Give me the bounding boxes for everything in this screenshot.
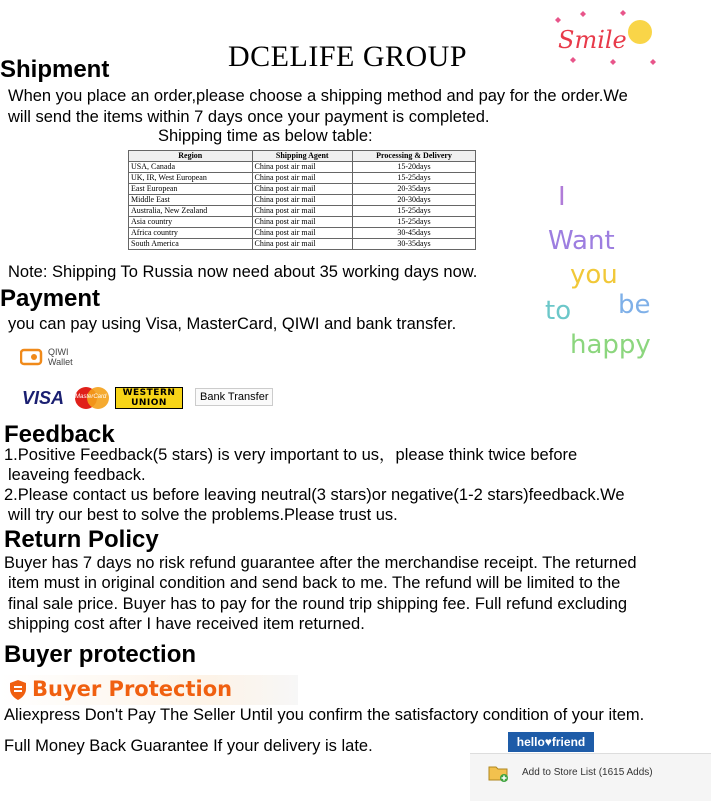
payment-heading: Payment bbox=[0, 285, 101, 312]
smile-logo bbox=[550, 10, 670, 65]
return-policy-text: shipping cost after I have received item returned. bbox=[8, 615, 365, 633]
table-cell: USA, Canada bbox=[129, 162, 253, 173]
decor-word: to bbox=[545, 296, 572, 326]
decor-word: you bbox=[570, 260, 618, 290]
folder-add-icon[interactable] bbox=[488, 763, 510, 783]
table-cell: East European bbox=[129, 184, 253, 195]
buyer-protection-banner-text: Buyer Protection bbox=[32, 677, 233, 701]
decor-word: Want bbox=[548, 226, 615, 256]
table-row bbox=[129, 239, 476, 250]
table-cell: China post air mail bbox=[252, 195, 353, 206]
mastercard-logo bbox=[72, 386, 112, 410]
buyer-protection-text: Aliexpress Don't Pay The Seller Until you confirm the satisfactory condition of your item. bbox=[4, 706, 645, 724]
table-cell: 15-20days bbox=[353, 162, 476, 173]
table-header-cell: Shipping Agent bbox=[252, 151, 353, 162]
table-row bbox=[129, 195, 476, 206]
table-cell: 20-35days bbox=[353, 184, 476, 195]
table-cell: China post air mail bbox=[252, 184, 353, 195]
table-cell: Australia, New Zealand bbox=[129, 206, 253, 217]
table-row bbox=[129, 173, 476, 184]
table-cell: China post air mail bbox=[252, 162, 353, 173]
feedback-text: will try our best to solve the problems.Please trust us. bbox=[8, 506, 398, 524]
qiwi-icon bbox=[20, 346, 48, 368]
shipment-text: will send the items within 7 days once your payment is completed. bbox=[8, 108, 490, 126]
decor-word: be bbox=[618, 290, 651, 320]
bank-transfer-logo: Bank Transfer bbox=[195, 388, 273, 406]
table-cell: Middle East bbox=[129, 195, 253, 206]
table-cell: Asia country bbox=[129, 217, 253, 228]
feedback-text: 2.Please contact us before leaving neutral(3 stars)or negative(1-2 stars)feedback.We bbox=[4, 486, 625, 504]
visa-logo: VISA bbox=[22, 388, 65, 408]
return-policy-text: item must in original condition and send back to me. The refund will be limited to the bbox=[8, 574, 621, 592]
table-row bbox=[129, 228, 476, 239]
western-union-logo bbox=[115, 387, 183, 409]
return-policy-heading: Return Policy bbox=[4, 526, 159, 553]
table-cell: 30-45days bbox=[353, 228, 476, 239]
return-policy-text: Buyer has 7 days no risk refund guarantee after the merchandise receipt. The returned bbox=[4, 554, 637, 572]
table-cell: China post air mail bbox=[252, 228, 353, 239]
feedback-text: 1.Positive Feedback(5 stars) is very important to us，please think twice before bbox=[4, 446, 578, 464]
shipment-heading: Shipment bbox=[0, 56, 110, 83]
table-cell: UK, IR, West European bbox=[129, 173, 253, 184]
table-cell: 15-25days bbox=[353, 206, 476, 217]
page-title: DCELIFE GROUP bbox=[228, 40, 468, 73]
return-policy-text: final sale price. Buyer has to pay for the round trip shipping fee. Full refund excluding bbox=[8, 595, 628, 613]
table-cell: 30-35days bbox=[353, 239, 476, 250]
table-header-cell: Region bbox=[129, 151, 253, 162]
table-cell: 15-25days bbox=[353, 217, 476, 228]
table-cell: China post air mail bbox=[252, 206, 353, 217]
wu-line2: UNION bbox=[131, 398, 167, 408]
wu-line1: WESTERN bbox=[122, 388, 176, 398]
feedback-text: leaveing feedback. bbox=[8, 466, 146, 484]
table-row bbox=[129, 184, 476, 195]
table-header-row bbox=[129, 151, 476, 162]
table-cell: South America bbox=[129, 239, 253, 250]
table-cell: 15-25days bbox=[353, 173, 476, 184]
buyer-protection-text: Full Money Back Guarantee If your delivery is late. bbox=[4, 737, 373, 755]
feedback-heading: Feedback bbox=[4, 421, 115, 448]
decor-word: I bbox=[558, 182, 566, 212]
payment-text: you can pay using Visa, MasterCard, QIWI and bank transfer. bbox=[8, 315, 457, 333]
smile-text: Smile bbox=[558, 26, 627, 54]
decor-word: happy bbox=[570, 330, 651, 360]
table-header-cell: Processing & Delivery bbox=[353, 151, 476, 162]
qiwi-label: QIWI Wallet bbox=[48, 347, 73, 367]
mastercard-label: MasterCard bbox=[75, 394, 107, 400]
buyer-protection-heading: Buyer protection bbox=[4, 641, 197, 668]
shipment-note: Note: Shipping To Russia now need about 35 working days now. bbox=[8, 263, 478, 281]
table-cell: China post air mail bbox=[252, 239, 353, 250]
table-row bbox=[129, 162, 476, 173]
table-row bbox=[129, 206, 476, 217]
table-row bbox=[129, 217, 476, 228]
qiwi-logo bbox=[18, 343, 98, 373]
shipment-text: Shipping time as below table: bbox=[158, 127, 373, 145]
shield-icon bbox=[8, 679, 28, 701]
table-cell: 20-30days bbox=[353, 195, 476, 206]
table-cell: China post air mail bbox=[252, 173, 353, 184]
shipping-table bbox=[128, 150, 476, 250]
shipment-text: When you place an order,please choose a shipping method and pay for the order.We bbox=[8, 87, 628, 105]
table-cell: Africa country bbox=[129, 228, 253, 239]
table-cell: China post air mail bbox=[252, 217, 353, 228]
hello-friend-badge[interactable]: hello♥friend bbox=[508, 732, 594, 752]
add-to-store-list-link[interactable]: Add to Store List (1615 Adds) bbox=[522, 767, 653, 778]
